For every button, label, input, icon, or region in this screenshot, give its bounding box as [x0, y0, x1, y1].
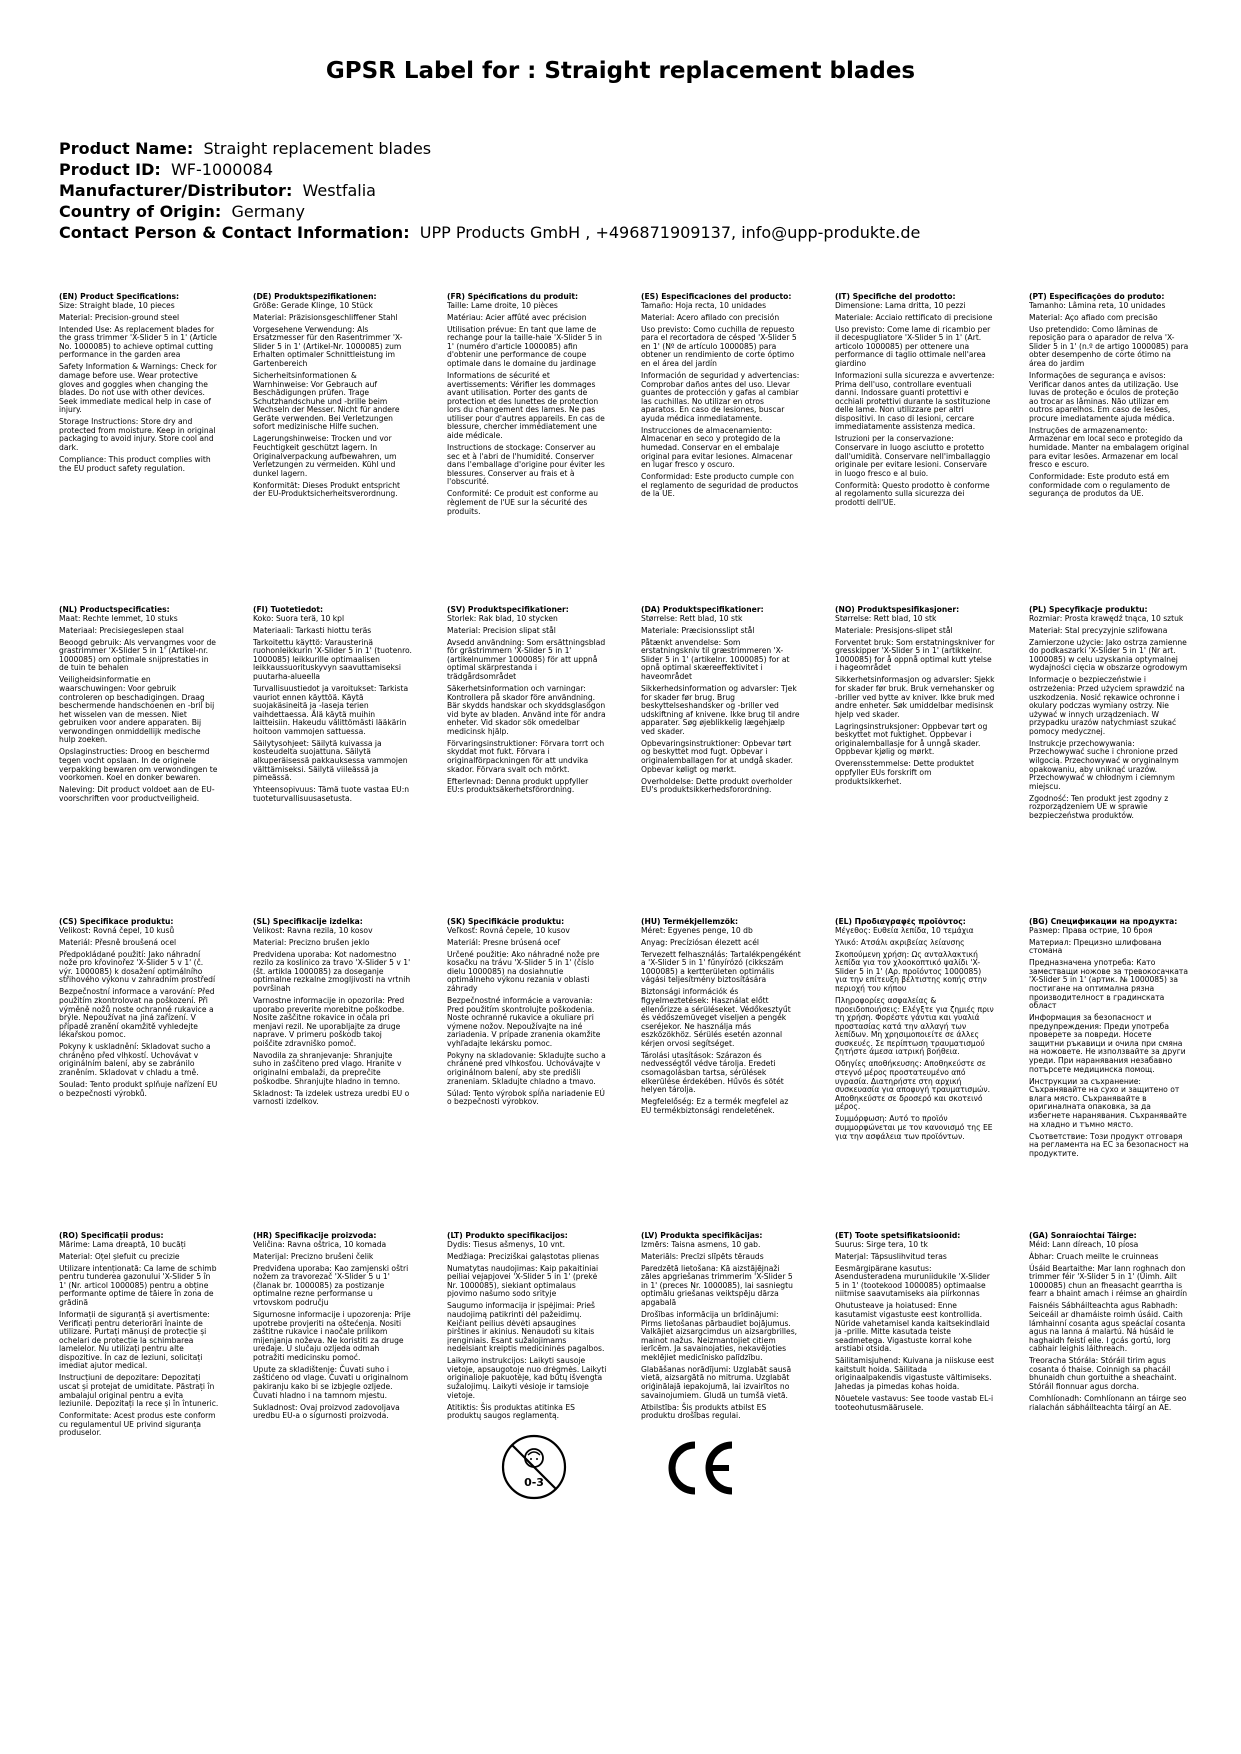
spec-section-heading: (IT) Specifiche del prodotto: [835, 293, 956, 301]
spec-paragraph: Naleving: Dit product voldoet aan de EU-voorschriften voor productveiligheid. [59, 785, 215, 803]
spec-paragraph: Sukladnost: Ovaj proizvod zadovoljava uredbu EU-a o sigurnosti proizvoda. [253, 1402, 400, 1421]
spec-paragraph: Overholdelse: Dette produkt overholder EU's produktsikkerhedsforordning. [641, 776, 793, 795]
spec-paragraph: Lagringsinstruksjoner: Oppbevar tørt og beskyttet mot fuktighet. Oppbevar i originalemballasje for å unngå skader. Oppbevar kjølig og mørkt. [835, 721, 988, 757]
spec-paragraph: Säilitamisjuhend: Kuivana ja niiskuse eest kaitstult hoida. Säilitada originaalpakendis vigastuste vältimiseks. Jahedas ja pimedas kohas hoida. [835, 1356, 994, 1392]
spec-paragraph: Méid: Lann díreach, 10 píosa [1029, 1239, 1139, 1249]
spec-paragraph: Taille: Lame droite, 10 pièces [447, 300, 558, 310]
spec-section [835, 293, 995, 555]
spec-paragraph: Conformité: Ce produit est conforme au règlement de l'UE sur la sécurité des produits. [447, 489, 599, 516]
spec-section [253, 918, 413, 1218]
product-id-value: WF-1000084 [170, 160, 274, 179]
spec-paragraph: Materiale: Acciaio rettificato di precisione [835, 312, 993, 322]
spec-section-heading: (LV) Produkta specifikācijas: [641, 1232, 763, 1240]
spec-paragraph: Atitiktis: Šis produktas atitinka ES produktų saugos reglamentą. [447, 1402, 575, 1421]
spec-section [835, 918, 995, 1218]
spec-paragraph: Súlad: Tento výrobok spĺňa nariadenie EÚ o bezpečnosti výrobkov. [447, 1088, 605, 1107]
spec-paragraph: Storlek: Rak blad, 10 stycken [447, 613, 558, 623]
spec-paragraph: Mărime: Lama dreaptă, 10 bucăți [59, 1239, 186, 1249]
spec-paragraph: Materiál: Presne brúsená oceľ [447, 937, 561, 947]
spec-section-heading: (HU) Termékjellemzők: [641, 918, 739, 926]
spec-row-4 [59, 1232, 1189, 1532]
spec-paragraph: Størrelse: Rett blad, 10 stk [641, 613, 743, 623]
spec-paragraph: Avsedd användning: Som ersättningsblad för grästrimmern 'X-Slider 5 in 1' (artikelnummer 1000085) för att uppnå optimal skärprestanda i trädgårdsområdet [447, 637, 606, 681]
spec-paragraph: Veiligheidsinformatie en waarschuwingen: Voor gebruik controleren op beschadigingen. Draag beschermende handschoenen en -bril bij het wisselen van de messen. Niet gebruiken voor andere apparaten. Bij verwondingen onmiddellijk medische hulp zoeken. [59, 675, 215, 745]
spec-paragraph: Atbilstība: Šis produkts atbilst ES produktu drošības regulai. [641, 1402, 767, 1421]
spec-paragraph: Información de seguridad y advertencias: Comprobar daños antes del uso. Llevar guantes de protección y gafas al cambiar las cuchillas. No utilizar en otros aparatos. En caso de lesiones, buscar ayuda médica inmediatamente. [641, 370, 800, 423]
spec-paragraph: Dimensione: Lama dritta, 10 pezzi [835, 300, 966, 310]
spec-paragraph: Conformidad: Este producto cumple con el reglamento de seguridad de productos de la UE. [641, 472, 799, 499]
product-name-label: Product Name: [59, 139, 194, 158]
spec-paragraph: Conformitate: Acest produs este conform cu regulamentul UE privind siguranța produselor. [59, 1411, 216, 1438]
spec-paragraph: Navodila za shranjevanje: Shranjujte suho in zaščiteno pred vlago. Hranite v originalni embalaži, da preprečite poškodbe. Shranjujte hladno in temno. [253, 1050, 402, 1086]
spec-section [835, 1232, 995, 1532]
spec-paragraph: Instrucțiuni de depozitare: Depozitați uscat și protejat de umiditate. Păstrați în ambalajul original pentru a evita leziunile. Depozitați la rece și în întuneric. [59, 1373, 219, 1409]
spec-paragraph: Bezpečnostní informace a varování: Před použitím zkontrolovat na poškození. Při výměně nožů noste ochranné rukavice a brýle. Nepoužívat na jiná zařízení. V případě zranění okamžitě vyhledejte lékařskou pomoc. [59, 987, 215, 1040]
manufacturer-value: Westfalia [302, 181, 376, 200]
spec-paragraph: Méret: Egyenes penge, 10 db [641, 925, 753, 935]
spec-paragraph: Pokyny na skladovanie: Skladujte sucho a chránené pred vlhkosťou. Uchovávajte v originálnom balení, aby ste predišli zraneniam. Skladujte chladno a tmavo. [447, 1050, 606, 1086]
spec-paragraph: Matériau: Acier affûté avec précision [447, 312, 587, 322]
spec-paragraph: Ábhar: Cruach meilte le cruinneas [1029, 1251, 1159, 1261]
spec-paragraph: Numatytas naudojimas: Kaip pakaitiniai peiliai vejapjovei 'X-Slider 5 in 1' (prekė Nr. 1000085), siekiant optimalaus pjovimo našumo sodo srityje [447, 1263, 599, 1299]
spec-paragraph: Material: Oțel șlefuit cu precizie [59, 1251, 180, 1261]
spec-paragraph: Medžiaga: Preciziškai galąstotas plienas [447, 1251, 600, 1261]
spec-paragraph: Sikkerhetsinformasjon og advarsler: Sjekk for skader før bruk. Bruk vernehansker og -briller ved bytte av kniver. Ikke bruk med andre enheter. Søk umiddelbar medisinsk hjelp ved skader. [835, 675, 995, 719]
spec-paragraph: Zamierzone użycie: Jako ostrza zamienne do podkaszarki 'X-Slider 5 in 1' (Nr art. 1000085) w celu uzyskania optymalnej wydajności cięcia w obszarze ogrodowym [1029, 637, 1188, 673]
spec-section-heading: (EL) Προδιαγραφές προϊόντος: [835, 918, 966, 926]
spec-paragraph: Suurus: Sirge tera, 10 tk [835, 1239, 928, 1249]
spec-paragraph: Storage Instructions: Store dry and protected from moisture. Keep in original packaging to avoid injury. Store cool and dark. [59, 417, 216, 453]
spec-section-heading: (DE) Produktspezifikationen: [253, 293, 377, 301]
spec-section [447, 293, 607, 555]
spec-paragraph: Safety Information & Warnings: Check for damage before use. Wear protective gloves and goggles when changing the blades. Do not use with other devices. Seek immediate medical help in case of injury. [59, 362, 217, 415]
contact-value: UPP Products GmbH , +496871909137, info@upp-produkte.de [419, 223, 921, 242]
spec-paragraph: Uso previsto: Como cuchilla de repuesto para el recortadora de césped 'X-Slider 5 en 1' (Nº de artículo 1000085) para obtener un rendimiento de corte óptimo en el área del jardín [641, 324, 797, 368]
spec-paragraph: Předpokládané použití: Jako náhradní nože pro křovinořez 'X-Slider 5 v 1' (č. výr. 1000085) k dosažení optimálního střihového výkonu v zahradním prostředí [59, 949, 216, 985]
spec-paragraph: Compliance: This product complies with the EU product safety regulation. [59, 455, 211, 473]
spec-paragraph: Съответствие: Този продукт отговаря на регламента на ЕС за безопасност на продуктите. [1029, 1131, 1189, 1158]
spec-paragraph: Materiál: Přesně broušená ocel [59, 937, 177, 947]
spec-paragraph: Uso pretendido: Como lâminas de reposição para o aparador de relva 'X-Slider 5 in 1' (n.º de artigo 1000085) para obter desempenho de corte ótimo na área do jardim [1029, 324, 1189, 368]
spec-paragraph: Lagerungshinweise: Trocken und vor Feuchtigkeit geschützt lagern. In Originalverpackung aufbewahren, um Verletzungen zu vermeiden. Kühl und dunkel lagern. [253, 434, 397, 478]
spec-section [59, 293, 219, 555]
spec-section-heading: (PT) Especificações do produto: [1029, 293, 1165, 301]
spec-paragraph: Информация за безопасност и предупреждения: Преди употреба проверете за повреди. Носете защитни ръкавици и очила при смяна на ножовете. Не използвайте за други уреди. При наранявания незабавно потърсете медицинска помощ. [1029, 1013, 1186, 1074]
age-warning-icon [500, 1433, 568, 1501]
spec-paragraph: Οδηγίες αποθήκευσης: Αποθηκεύστε σε στεγνό μέρος προστατευμένο από υγρασία. Διατηρήστε στη αρχική συσκευασία για αποφυγή τραυματισμών. Αποθηκεύστε σε δροσερό και σκοτεινό μέρος. [835, 1059, 991, 1112]
spec-paragraph: Informations de sécurité et avertissements: Vérifier les dommages avant utilisation. Porter des gants de protection et des lunettes de protection lors du changement des lames. Ne pas utiliser pour d'autres appareils. En cas de blessure, chercher immédiatement une aide médicale. [447, 370, 605, 441]
spec-paragraph: Predvidena uporaba: Kot nadomestno rezilo za koslinico za travo 'X-Slider 5 v 1' (št. artikla 1000085) za doseganje optimalne rezkalne zmogljivosti na vrtnih površinah [253, 949, 411, 993]
spec-paragraph: Förvaringsinstruktioner: Förvara torrt och skyddat mot fukt. Förvara i originalförpackningen för att undvika skador. Förvara svalt och mörkt. [447, 738, 605, 774]
spec-section-heading: (DA) Produktspecifikationer: [641, 606, 764, 614]
origin-line [59, 201, 920, 222]
spec-paragraph: Material: Aço afiado com precisão [1029, 312, 1158, 322]
spec-paragraph: Anyag: Precíziósan élezett acél [641, 937, 759, 947]
spec-paragraph: Dydis: Tiesus ašmenys, 10 vnt. [447, 1239, 566, 1249]
spec-paragraph: Påtænkt anvendelse: Som erstatningskniv til græstrimmeren 'X-Slider 5 in 1' (artikelnr. 1000085) for at opnå optimal skæreeffektivitet i haveområdet [641, 637, 790, 681]
spec-section-heading: (NL) Productspecificaties: [59, 606, 170, 614]
spec-paragraph: Yhteensopivuus: Tämä tuote vastaa EU:n tuoteturvallisuusasetusta. [253, 785, 410, 803]
spec-paragraph: Maat: Rechte lemmet, 10 stuks [59, 613, 178, 623]
spec-row-2 [59, 606, 1189, 886]
origin-label: Country of Origin: [59, 202, 222, 221]
spec-section-heading: (SV) Produktspecifikationer: [447, 606, 569, 614]
spec-paragraph: Säilytysohjeet: Säilytä kuivassa ja kosteudelta suojattuna. Säilytä alkuperäisessä pakkauksessa vammojen välttämiseksi. Säilytä viileässä ja pimeässä. [253, 738, 408, 783]
spec-paragraph: Materjal: Täpsuslihvitud teras [835, 1251, 947, 1261]
spec-paragraph: Intended Use: As replacement blades for the grass trimmer 'X-Slider 5 in 1' (Article No. 1000085) to achieve optimal cutting performance in the garden area [59, 324, 217, 360]
spec-paragraph: Conformidade: Este produto está em conformidade com o regulamento de segurança de produtos da UE. [1029, 472, 1170, 499]
spec-paragraph: Comhlíonadh: Comhlíonann an táirge seo rialachán sábháilteachta táirgí an AE. [1029, 1394, 1187, 1412]
spec-section [835, 606, 995, 886]
spec-section-heading: (GA) Sonraíochtaí Táirge: [1029, 1232, 1137, 1240]
spec-paragraph: Faisnéis Sábháilteachta agus Rabhadh: Seiceáil ar dhamáiste roimh úsáid. Caith lámhainní cosanta agus speáclaí cosanta agus na lanna á malartú. Ná húsáid le haghaidh feistí eile. I gcás gortú, lorg cabhair leighis láithreach. [1029, 1301, 1186, 1354]
contact-label: Contact Person & Contact Information: [59, 223, 410, 242]
spec-paragraph: Инструкции за съхранение: Съхранявайте на сухо и защитено от влага място. Съхранявайте в оригиналната опаковка, за да избегнете наранявания. Съхранявайте на хладно и тъмно място. [1029, 1076, 1187, 1129]
spec-paragraph: Materiale: Præcisionsslipt stål [641, 625, 755, 635]
spec-section [641, 918, 801, 1218]
spec-paragraph: Turvallisuustiedot ja varoitukset: Tarkista vauriot ennen käyttöä. Käytä suojakäsineitä ja -laseja terien vaihdettaessa. Älä käytä muihin laitteisiin. Hakeudu välittömästi lääkärin hoitoon vammojen sattuessa. [253, 683, 409, 736]
spec-paragraph: Συμμόρφωση: Αυτό το προϊόν συμμορφώνεται με τον κανονισμό της ΕΕ για την ασφάλεια των προϊόντων. [835, 1114, 993, 1141]
spec-paragraph: Tarkoitettu käyttö: Varausterinä ruohonleikkurin 'X-Slider 5 in 1' (tuotenro. 1000085) leikkurille optimaalisen leikkaussuorituskyvyn saavuttamiseksi puutarha-alueella [253, 637, 412, 681]
spec-paragraph: Materiaali: Tarkasti hiottu teräs [253, 625, 372, 635]
spec-paragraph: Informații de siguranță și avertismente: Verificați pentru deteriorări înainte de utilizare. Purtați mănuși de protecție și ochelari de protecție la schimbarea lamelelor. Nu utilizați pentru alte dispozitive. În caz de leziuni, solicitați imediat ajutor medical. [59, 1309, 210, 1371]
spec-paragraph: Eesmärgipärane kasutus: Asendusteradena muruniidukile 'X-Slider 5 in 1' (tootekood 1000085) optimaalse niitmise saavutamiseks aia piirkonnas [835, 1263, 990, 1299]
spec-paragraph: Megfelelőség: Ez a termék megfelel az EU termékbiztonsági rendeletének. [641, 1097, 789, 1115]
spec-paragraph: Uso previsto: Come lame di ricambio per il decespugliatore 'X-Slider 5 in 1' (Art. articolo 1000085) per ottenere una performance di taglio ottimale nell'area giardino [835, 324, 991, 368]
spec-paragraph: Izmērs: Taisna asmens, 10 gab. [641, 1239, 761, 1249]
spec-paragraph: Forventet bruk: Som erstatningskniver for gresskipper 'X-Slider 5 in 1' (artikkelnr. 1000085) for å oppnå optimal kutt ytelse i hageområdet [835, 637, 995, 673]
spec-paragraph: Size: Straight blade, 10 pieces [59, 300, 175, 310]
spec-section-heading: (SL) Specifikacije izdelka: [253, 918, 363, 926]
spec-section-heading: (PL) Specyfikacje produktu: [1029, 606, 1148, 614]
spec-paragraph: Varnostne informacije in opozorila: Pred uporabo preverite morebitne poškodbe. Nosite zaščitne rokavice in očala pri menjavi rezil. Ne uporabljajte za druge naprave. V primeru poškodb takoj poiščite zdravniško pomoč. [253, 995, 405, 1048]
spec-paragraph: Rozmiar: Prosta krawędź tnąca, 10 sztuk [1029, 613, 1184, 623]
spec-paragraph: Istruzioni per la conservazione: Conservare in luogo asciutto e protetto dall'umidità. Conservare nell'imballaggio originale per evitare lesioni. Conservare in luogo fresco e al buio. [835, 434, 991, 478]
spec-section [1029, 606, 1189, 886]
spec-paragraph: Efterlevnad: Denna produkt uppfyller EU:s produktsäkerhetsförordning. [447, 776, 589, 795]
spec-paragraph: Materiaal: Precisiegeslepen staal [59, 625, 184, 635]
spec-paragraph: Materiał: Stal precyzyjnie szlifowana [1029, 625, 1168, 635]
spec-section-heading: (FR) Spécifications du produit: [447, 293, 579, 301]
spec-paragraph: Laikymo instrukcijos: Laikyti sausoje vietoje, apsaugotoje nuo drėgmės. Laikyti originalioje pakuotėje, kad būtų išvengta sužalojimų. Laikyti vėsioje ir tamsioje vietoje. [447, 1356, 607, 1400]
spec-paragraph: Υλικό: Ατσάλι ακριβείας λείανσης [835, 937, 965, 947]
spec-section [641, 293, 801, 555]
spec-paragraph: Biztonsági információk és figyelmeztetések: Használat előtt ellenőrizze a sérüléseket. Védőkesztyűt és védőszemüveget viseljen a pengék cseréjekor. Ne használja más eszközökhöz. Sérülés esetén azonnal kérjen orvosi segítséget. [641, 987, 791, 1048]
spec-section [1029, 918, 1189, 1218]
spec-paragraph: Instruções de armazenamento: Armazenar em local seco e protegido da humidade. Manter na embalagem original para evitar lesões. Armazenar em local fresco e escuro. [1029, 425, 1189, 470]
spec-paragraph: Material: Precizno brušen jeklo [253, 937, 370, 947]
spec-section [59, 1232, 219, 1532]
spec-section [1029, 1232, 1189, 1532]
spec-paragraph: Opslaginstructies: Droog en beschermd tegen vocht opslaan. In de originele verpakking bewaren om verwondingen te voorkomen. Koel en donker bewaren. [59, 747, 218, 783]
spec-paragraph: Tervezett felhasználás: Tartalékpengéként a 'X-Slider 5 in 1' fűnyírózó (cikkszám 1000085) a kertterületen optimális vágási teljesítmény biztosítására [641, 949, 801, 985]
spec-paragraph: Koko: Suora terä, 10 kpl [253, 613, 345, 623]
spec-paragraph: Drošības informācija un brīdinājumi: Pirms lietošanas pārbaudiet bojājumus. Valkājiet aizsargcimdus un aizsargbrilles, mainot nažus. Neizmantojiet citiem ierīcēm. Ja savainojaties, nekavējoties meklējiet medicīnisko palīdzību. [641, 1309, 798, 1362]
spec-paragraph: Úsáid Beartaithe: Mar lann roghnach don trimmer féir 'X-Slider 5 in 1' (Uimh. Ailt 1000085) chun an fheasacht gearrtha is fearr a bhaint amach i réimse an ghairdín [1029, 1263, 1188, 1299]
spec-section-heading: (FI) Tuotetiedot: [253, 606, 324, 614]
spec-paragraph: Velikost: Ravna rezila, 10 kosov [253, 925, 373, 935]
spec-paragraph: Nõuetele vastavus: See toode vastab EL-i tooteohutusmäärusele. [835, 1394, 994, 1412]
spec-section [253, 293, 413, 555]
spec-section-heading: (ET) Toote spetsifikatsioonid: [835, 1232, 961, 1240]
spec-paragraph: Utilizare intenționată: Ca lame de schimb pentru tunderea gazonului 'X-Slider 5 în 1' (Nr. articol 1000085) pentru a obține performante optime de tăiere în zona de grădină [59, 1263, 217, 1307]
spec-section [641, 606, 801, 886]
spec-section-heading: (BG) Спецификации на продукта: [1029, 918, 1178, 926]
spec-section-heading: (EN) Product Specifications: [59, 293, 180, 301]
spec-paragraph: Opbevaringsinstruktioner: Opbevar tørt og beskyttet mod fugt. Opbevar i originalemballagen for at undgå skader. Opbevar køligt og mørkt. [641, 738, 793, 774]
spec-paragraph: Informações de segurança e avisos: Verificar danos antes da utilização. Use luvas de proteção e óculos de proteção ao trocar as lâminas. Não utilizar em outros aparelhos. Em caso de lesões, procure imediatamente ajuda médica. [1029, 370, 1179, 423]
spec-paragraph: Tárolási utasítások: Szárazon és nedvességtől védve tárolja. Eredeti csomagolásban tartsa, sérülések elkerülése érdekében. Hűvös és sötét helyen tárolja. [641, 1050, 784, 1095]
spec-section [253, 1232, 413, 1532]
spec-paragraph: Treoracha Stórála: Stóráil tirim agus cosanta ó thaise. Coinnigh sa phacáil bhunaidh chun gortuithe a sheachaint. Stóráil fionnuar agus dorcha. [1029, 1356, 1177, 1392]
spec-row-1 [59, 293, 1189, 555]
spec-paragraph: Σκοπούμενη χρήση: Ως ανταλλακτική λεπίδα για τον χλοοκοπτικό ψαλίδι 'X-Slider 5 in 1' (Αρ. προϊόντος 1000085) για την επίτευξη βέλτιστης κοπής στην περιοχή του κήπου [835, 949, 987, 993]
age-warning-label: 0-3 [524, 1476, 544, 1489]
spec-paragraph: Größe: Gerade Klinge, 10 Stück [253, 300, 373, 310]
spec-paragraph: Material: Präzisionsgeschliffener Stahl [253, 312, 398, 322]
spec-section-heading: (HR) Specifikacije proizvoda: [253, 1232, 377, 1240]
spec-paragraph: Skladnost: Ta izdelek ustreza uredbi EU o varnosti izdelkov. [253, 1088, 410, 1107]
spec-paragraph: Størrelse: Rett blad, 10 stk [835, 613, 937, 623]
spec-paragraph: Material: Acero afilado con precisión [641, 312, 780, 322]
spec-section [59, 606, 219, 886]
spec-paragraph: Beoogd gebruik: Als vervangmes voor de grastrimmer 'X-Slider 5 in 1' (Artikel-nr. 1000085) om optimale snijprestaties in de tuin te behalen [59, 637, 216, 673]
manufacturer-label: Manufacturer/Distributor: [59, 181, 293, 200]
manufacturer-line [59, 180, 920, 201]
spec-paragraph: Μέγεθος: Ευθεία λεπίδα, 10 τεμάχια [835, 925, 974, 935]
spec-paragraph: Velikost: Rovná čepel, 10 kusů [59, 925, 175, 935]
spec-paragraph: Materiāls: Precīzi slīpēts tērauds [641, 1251, 764, 1261]
spec-paragraph: Pokyny k uskladnění: Skladovat sucho a chráněno před vlhkostí. Uchovávat v originálním balení, aby se zabránilo zraněním. Skladovat v chladu a tmě. [59, 1042, 211, 1078]
spec-paragraph: Sikkerhedsinformation og advarsler: Tjek for skader før brug. Brug beskyttelseshandsker og -briller ved udskiftning af knivene. Ikke brug til andre apparater. Søg øjeblikkelig lægehjælp ved skader. [641, 683, 800, 736]
spec-paragraph: Предназначена употреба: Като заместващи ножове за тревокосачката 'X-Slider 5 in 1' (артик. № 1000085) за постигане на оптимална рязна производителност в градинската област [1029, 958, 1188, 1011]
spec-paragraph: Материал: Прецизно шлифована стомана [1029, 937, 1162, 956]
spec-paragraph: Ohutusteave ja hoiatused: Enne kasutamist vigastuste eest kontrollida. Nüride vahetamisel kanda kaitsekindlaid ja -prille. Mitte kasutada teiste seadmetega. Vigastuste korral kohe arstiabi otsida. [835, 1301, 990, 1354]
spec-paragraph: Materiale: Presisjons-slipet stål [835, 625, 953, 635]
ce-mark-icon [662, 1440, 737, 1496]
spec-paragraph: Sigurnosne informacije i upozorenja: Prije upotrebe provjeriti na oštećenja. Nositi zaštitne rukavice i naočale prilikom mijenjanja noževa. Ne koristiti za druge uređaje. U slučaju ozljeda odmah potražiti medicinsku pomoć. [253, 1309, 411, 1362]
spec-paragraph: Säkerhetsinformation och varningar: Kontrollera på skador före användning. Bär skydds handskar och skyddsglasögon vid byte av bladen. Använd inte för andra enheter. Vid skador sök omedelbar medicinsk hjälp. [447, 683, 606, 736]
spec-section-heading: (SK) Špecifikácie produktu: [447, 918, 565, 926]
product-name-value: Straight replacement blades [203, 139, 432, 158]
spec-paragraph: Saugumo informacija ir įspėjimai: Prieš naudojimą patikrinti dėl pažeidimų. Keičiant peilius dėvėti apsaugines pirštines ir akinius. Nenaudoti su kitais įrenginiais. Esant sužalojimams nedelsiant kreiptis medicininės pagalbos. [447, 1301, 605, 1354]
spec-paragraph: Overensstemmelse: Dette produktet oppfyller EUs forskrift om produktsikkerhet. [835, 759, 974, 786]
spec-paragraph: Tamaño: Hoja recta, 10 unidades [641, 300, 767, 310]
spec-paragraph: Glabāšanas norādījumi: Uzglabāt sausā vietā, aizsargātā no mitruma. Uzglabāt oriģinālajā iepakojumā, lai izvairītos no savainojumiem. Gludā un tumšā vietā. [641, 1364, 792, 1400]
spec-section [447, 918, 607, 1218]
spec-paragraph: Instrukcje przechowywania: Przechowywać suche i chronione przed wilgocią. Przechowywać w oryginalnym opakowaniu, aby uniknąć urazów. Przechowywać w chłodnym i ciemnym miejscu. [1029, 738, 1179, 791]
spec-section [1029, 293, 1189, 555]
spec-section-heading: (RO) Specificații produs: [59, 1232, 164, 1240]
spec-paragraph: Určené použitie: Ako náhradné nože pre kosačku na trávu 'X-Slider 5 in 1' (číslo dielu 1000085) na dosiahnutie optimálneho výkonu rezania v oblasti záhrady [447, 949, 600, 993]
contact-line [59, 222, 920, 243]
spec-paragraph: Tamanho: Lâmina reta, 10 unidades [1029, 300, 1166, 310]
product-info [59, 138, 920, 243]
spec-paragraph: Informacje o bezpieczeństwie i ostrzeżenia: Przed użyciem sprawdzić na uszkodzenia. Nosić rękawice ochronne i okulary podczas wymiany ostrzy. Nie używać w innych urządzeniach. W przypadku urazów natychmiast szukać pomocy medycznej. [1029, 675, 1185, 736]
page-title: GPSR Label for : Straight replacement blades [325, 58, 916, 84]
spec-paragraph: Zgodność: Ten produkt jest zgodny z rozporządzeniem UE w sprawie bezpieczeństwa produktów. [1029, 793, 1169, 821]
spec-paragraph: Informazioni sulla sicurezza e avvertenze: Prima dell'uso, controllare eventuali danni. Indossare guanti protettivi e occhiali protettivi durante la sostituzione delle lame. Non utilizzare per altri dispositivi. In caso di lesioni, cercare immediatamente assistenza medica. [835, 370, 995, 432]
product-id-label: Product ID: [59, 160, 161, 179]
spec-paragraph: Upute za skladištenje: Čuvati suho i zaštićeno od vlage. Čuvati u originalnom pakiranju kako bi se izbjegle ozljede. Čuvati hladno i na tamnom mjestu. [253, 1364, 409, 1400]
product-name-line [59, 138, 920, 159]
spec-section [59, 918, 219, 1218]
product-id-line [59, 159, 920, 180]
spec-paragraph: Instructions de stockage: Conserver au sec et à l'abri de l'humidité. Conserver dans l'emballage d'origine pour éviter les blessures. Conserver au frais et à l'obscurité. [447, 443, 605, 487]
spec-paragraph: Veľkosť: Rovná čepele, 10 kusov [447, 925, 570, 935]
origin-value: Germany [231, 202, 305, 221]
spec-paragraph: Размер: Права острие, 10 броя [1029, 925, 1153, 935]
spec-section-heading: (LT) Produkto specifikacijos: [447, 1232, 568, 1240]
spec-paragraph: Utilisation prévue: En tant que lame de rechange pour la taille-haie 'X-Slider 5 in 1' (numéro d'article 1000085) afin d'obtenir une performance de coupe optimale dans le domaine du jardinage [447, 324, 602, 368]
spec-paragraph: Vorgesehene Verwendung: Als Ersatzmesser für den Rasentrimmer 'X-Slider 5 in 1' (Artikel-Nr. 1000085) zum Erhalten optimaler Schnittleistung im Gartenbereich [253, 324, 403, 368]
spec-paragraph: Sicherheitsinformationen & Warnhinweise: Vor Gebrauch auf Beschädigungen prüfen. Trage Schutzhandschuhe und -brille beim Wechseln der Messer. Nicht für andere Geräte verwenden. Bei Verletzungen sofort medizinische Hilfe suchen. [253, 370, 400, 432]
spec-paragraph: Material: Precision-ground steel [59, 312, 180, 322]
spec-section-heading: (CS) Specifikace produktu: [59, 918, 174, 926]
spec-paragraph: Konformität: Dieses Produkt entspricht der EU-Produktsicherheitsverordnung. [253, 480, 400, 499]
spec-paragraph: Paredzētā lietošana: Kā aizstājējnaži zāles apgriešanas trimmerim 'X-Slider 5 in 1' (preces Nr. 1000085), lai sasniegtu optimālu griešanas veiktspēju dārza apgabalā [641, 1263, 793, 1307]
spec-paragraph: Bezpečnostné informácie a varovania: Pred použitím skontrolujte poškodenia. Noste ochranné rukavice a okuliare pri výmene nožov. Nepoužívajte na iné zariadenia. V prípade zranenia okamžite vyhľadajte lekársku pomoc. [447, 995, 601, 1048]
spec-paragraph: Soulad: Tento produkt splňuje nařízení EU o bezpečnosti výrobků. [59, 1080, 218, 1098]
spec-paragraph: Πληροφορίες ασφαλείας & προειδοποιήσεις: Ελέγξτε για ζημιές πριν τη χρήση. Φορέστε γάντια και γυαλιά προστασίας κατά την αλλαγή των λεπίδων. Μη χρησιμοποιείτε σε άλλες συσκευές. Σε περίπτωση τραυματισμού ζητήστε άμεσα ιατρική βοήθεια. [835, 995, 994, 1057]
spec-paragraph: Materijal: Precizno brušeni čelik [253, 1251, 374, 1261]
spec-section [253, 606, 413, 886]
spec-section [447, 606, 607, 886]
spec-paragraph: Conformità: Questo prodotto è conforme al regolamento sulla sicurezza dei prodotti dell'UE. [835, 480, 990, 508]
spec-paragraph: Instrucciones de almacenamiento: Almacenar en seco y protegido de la humedad. Conservar en el embalaje original para evitar lesiones. Almacenar en lugar fresco y oscuro. [641, 425, 793, 470]
spec-section-heading: (NO) Produktspesifikasjoner: [835, 606, 960, 614]
spec-paragraph: Material: Precision slipat stål [447, 625, 556, 635]
spec-paragraph: Predviđena uporaba: Kao zamjenski oštri nožem za travorezač 'X-Slider 5 u 1' (članak br. 1000085) za postizanje optimalne rezne performanse u vrtovskom području [253, 1263, 409, 1307]
spec-paragraph: Veličina: Ravna oštrica, 10 komada [253, 1239, 387, 1249]
spec-row-3 [59, 918, 1189, 1218]
spec-section-heading: (ES) Especificaciones del producto: [641, 293, 792, 301]
